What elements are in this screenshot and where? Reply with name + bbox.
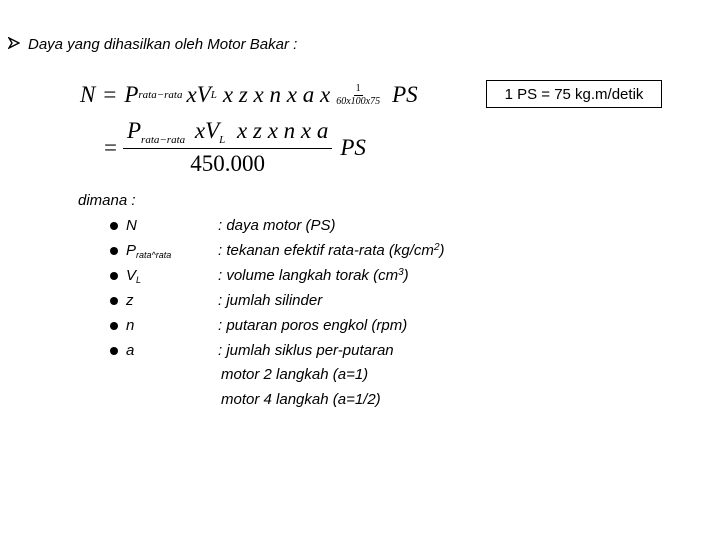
eq2-fraction [123,118,332,177]
desc-vl: : volume langkah torak $(cm^3)$ [218,267,409,284]
definition-row-p [110,238,445,263]
eq2-equals: = [104,134,117,160]
eq2-numerator [123,118,332,149]
desc-a: : jumlah siklus per-putaran [218,342,394,359]
eq1-frac-num: 1 [355,82,361,94]
definition-row-n-rpm [110,313,408,338]
eq2-xv: xV [194,118,220,143]
where-label: dimana : [78,192,136,209]
eq1-xv: xV [186,82,211,107]
desc-n-rpm: : putaran poros engkol (rpm) [218,317,408,334]
eq1-unit: PS [392,82,418,107]
eq2-rest: x z x n x a [237,118,329,143]
conversion-note-text: 1 PS = 75 kg.m/detik [504,85,644,103]
bullet-icon [110,347,118,355]
heading-text: Daya yang dihasilkan oleh Motor Bakar : [28,36,298,53]
formula-line-1 [80,78,418,112]
eq2-p: P [126,118,142,143]
bullet-icon [110,247,118,255]
eq1-rest: x z x n x a x [222,82,331,107]
desc-n: : daya motor (PS) [218,217,336,234]
symbol-z: z [126,292,134,309]
eq2-denominator: 450.000 [190,151,266,176]
bullet-icon [110,272,118,280]
desc-p: : tekanan efektif rata-rata $(kg/cm^2)$ [218,242,445,259]
eq1-frac-den: 60x100x75 [336,95,381,107]
eq1-lhs: N [80,82,96,107]
bullet-icon [110,297,118,305]
eq1-equals: = [103,82,117,107]
eq1-p-sub: rata−rata [138,89,183,101]
symbol-p: $P_{rata\^{}rata}$ [126,241,172,260]
definition-row-z [110,288,323,313]
conversion-note-box [486,80,662,108]
arrow-icon [8,36,22,53]
bullet-icon [110,222,118,230]
eq1-vl-sub: L [210,89,217,101]
eq1-fraction [334,83,382,108]
desc-z: : jumlah silinder [218,292,323,309]
bullet-icon [110,322,118,330]
cycle-note-2-stroke: motor 2 langkah (a=1) [221,366,369,383]
eq1-p: P [124,82,139,107]
symbol-n-rpm: n [126,317,135,334]
symbol-a: a [126,342,135,359]
eq2-p-sub: rata−rata [141,134,186,146]
cycle-note-4-stroke: motor 4 langkah (a=1/2) [221,391,381,408]
symbol-n: N [126,217,137,234]
eq2-unit: PS [340,134,366,160]
symbol-vl: $V_L$ [126,266,142,285]
definition-list [110,213,445,363]
eq2-vl-sub: L [219,134,226,146]
definition-row-vl [110,263,409,288]
formula-line-2 [104,118,366,177]
heading [8,36,297,53]
definition-row-a [110,338,394,363]
definition-row-n [110,213,336,238]
